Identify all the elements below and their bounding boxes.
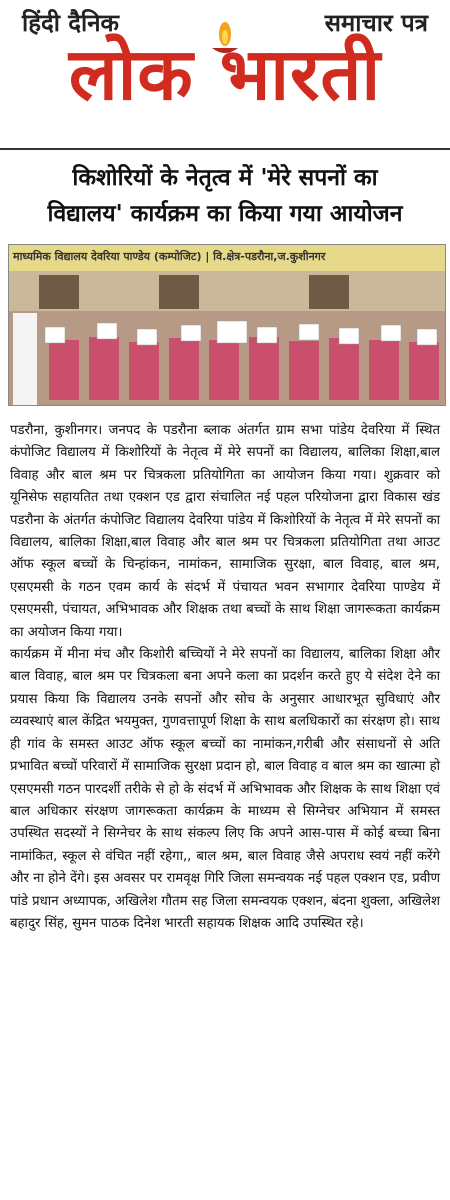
divider: [0, 148, 450, 150]
article-body: [10, 420, 440, 935]
school-banner-text: माध्यमिक विद्यालय देवरिया पाण्डेय (कम्पोजिट) | वि.क्षेत्र-पडरौना,ज.कुशीनगर: [13, 250, 326, 263]
group-photo-illustration: [9, 245, 445, 405]
headline-line-1: किशोरियों के नेतृत्व में 'मेरे सपनों का: [72, 165, 378, 191]
masthead: [0, 0, 450, 150]
article-paragraph: पडरौना, कुशीनगर। जनपद के पडरौना ब्लाक अंतर्गत ग्राम सभा पांडेय देवरिया में स्थित कंपोजिट विद्यालय में किशोरियों के नेतृत्व में मेरे सपनों का विद्यालय, बालिका शिक्षा,बाल विवाह और बाल श्रम पर चित्रकला प्रतियोगिता का आयोजन किया गया। शुक्रवार को यूनिसेफ सहायतित तथा एक्शन एड द्वारा संचालित नई पहल परियोजना द्वारा विकास खंड पडरौना के अंतर्गत कंपोजिट विद्यालय देवरिया पांडेय में किशोरियों के नेतृत्व में मेरे सपनों का विद्यालय, बालिका शिक्षा,बाल विवाह और बाल श्रम पर चित्रकला प्रतियोगिता तथा आउट ऑफ स्कूल बच्चों के चिन्हांकन, नामांकन, सामाजिक सुरक्षा, बाल विवाह, बाल श्रम, एसएमसी के गठन एवम कार्य के संदर्भ में पंचायत भवन सभागार देवरिया पाण्डेय में एसएमसी, पंचायत, अभिभावक और शिक्षक तथा बच्चों के साथ शिक्षा जागरूकता कार्यक्रम का अयोजन किया गया।: [10, 423, 440, 640]
masthead-tag-left: हिंदी दैनिक: [22, 9, 119, 37]
masthead-tag-right: समाचार पत्र: [324, 9, 428, 37]
headline-line-2: विद्यालय' कार्यक्रम का किया गया आयोजन: [47, 201, 403, 227]
newspaper-brand: लोक भारती: [68, 32, 382, 116]
event-photo: [8, 244, 446, 406]
article-headline: [6, 160, 444, 232]
article-paragraph: कार्यक्रम में मीना मंच और किशोरी बच्चियों ने मेरे सपनों का विद्यालय, बालिका शिक्षा और बाल विवाह, बाल श्रम पर चित्रकला बना अपने कला का प्रदर्शन करते हुए ये संदेश देने का प्रयास किया कि विद्यालय उनके सपनों और सोच के अनुसार आधारभूत सुविधाएं और व्यवस्थाएं बाल केंद्रित भयमुक्त, गुणवत्तापूर्ण शिक्षा के साथ बलधिकारों का संरक्षण हो। साथ ही गांव के समस्त आउट ऑफ स्कूल बच्चों का नामांकन,गरीबी और संसाधनों से अति प्रभावित बच्चों परिवारों में सामाजिक सुरक्षा प्रदान हो, बाल विवाह व बाल श्रम का खात्मा हो एसएमसी गठन पारदर्शी तरीके से हो के संदर्भ में अभिभावक और शिक्षक के साथ शिक्षा एवं बाल अधिकार संरक्षण जागरूकता कार्यक्रम के माध्यम से सिग्नेचर अभियान में समस्त उपस्थित सदस्यों ने सिग्नेचर के साथ संकल्प लिए कि अपने आस-पास में कोई बच्चा बिना नामांकित, स्कूल से वंचित नहीं रहेगा,, बाल श्रम, बाल विवाह जैसे अपराध स्वयं नहीं करेंगे और ना होने देंगे। इस अवसर पर रामवृक्ष गिरि जिला समन्वयक नई पहल एक्शन एड, प्रवीण पांडे प्रधान अध्यापक, अखिलेश गौतम सह जिला समन्वयक एक्शन, बंदना शुक्ला, अखिलेश बहादुर सिंह, सुमन पाठक दिनेश भारती सहायक शिक्षक आदि उपस्थित रहे।: [10, 647, 440, 931]
